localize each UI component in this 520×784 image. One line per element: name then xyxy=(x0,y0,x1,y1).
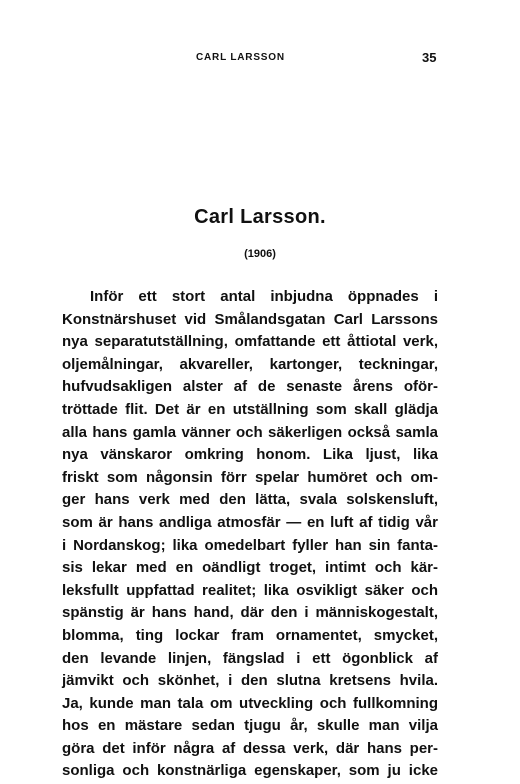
chapter-title: Carl Larsson. xyxy=(194,206,326,228)
text-line: nya vänskaror omkring honom. Lika ljust, lika xyxy=(62,446,438,464)
text-line: jämvikt och skönhet, i den slutna kretsens hvila. xyxy=(62,672,438,690)
text-line: leksfullt uppfattad realitet; lika osvikligt säker och xyxy=(62,581,438,599)
text-line: nya separatutställning, omfattande ett åttiotal verk, xyxy=(62,333,438,351)
text-line: den levande linjen, fängslad i ett ögonblick af xyxy=(62,649,438,667)
running-title: CARL LARSSON xyxy=(196,52,285,63)
text-line: sonliga och konstnärliga egenskaper, som ju icke xyxy=(62,762,438,780)
chapter-year: (1906) xyxy=(244,248,276,260)
text-line: tröttade flit. Det är en utställning som skall glädja xyxy=(62,400,438,418)
text-line: göra det inför några af dessa verk, där hans per- xyxy=(62,739,438,757)
page-number: 35 xyxy=(422,50,437,65)
text-line: friskt som någonsin förr spelar humöret och om- xyxy=(62,468,438,486)
text-line: oljemålningar, akvareller, kartonger, teckningar, xyxy=(62,355,438,373)
text-line: sis lekar med en oändligt troget, intimt och kär- xyxy=(62,559,438,577)
text-line: i Nordanskog; lika omedelbart fyller han sin fanta- xyxy=(62,536,438,554)
text-line: som är hans andliga atmosfär — en luft af tidig vår xyxy=(62,513,438,531)
body-text xyxy=(62,286,438,783)
text-line: spänstig är hans hand, där den i människogestalt, xyxy=(62,604,438,622)
text-line: ger hans verk med den lätta, svala solskensluft, xyxy=(62,491,438,509)
text-line: hufvudsakligen alster af de senaste årens oför- xyxy=(62,378,438,396)
text-line: Ja, kunde man tala om utveckling och fullkomning xyxy=(62,694,438,712)
text-line: hos en mästare sedan tjugu år, skulle man vilja xyxy=(62,717,438,735)
text-line: blomma, ting lockar fram ornamentet, smycket, xyxy=(62,626,438,644)
text-line: Inför ett stort antal inbjudna öppnades i xyxy=(90,288,438,305)
running-head xyxy=(0,52,520,68)
text-line: Konstnärshuset vid Smålandsgatan Carl Larssons xyxy=(62,310,438,328)
text-line: alla hans gamla vänner och säkerligen också samla xyxy=(62,423,438,441)
